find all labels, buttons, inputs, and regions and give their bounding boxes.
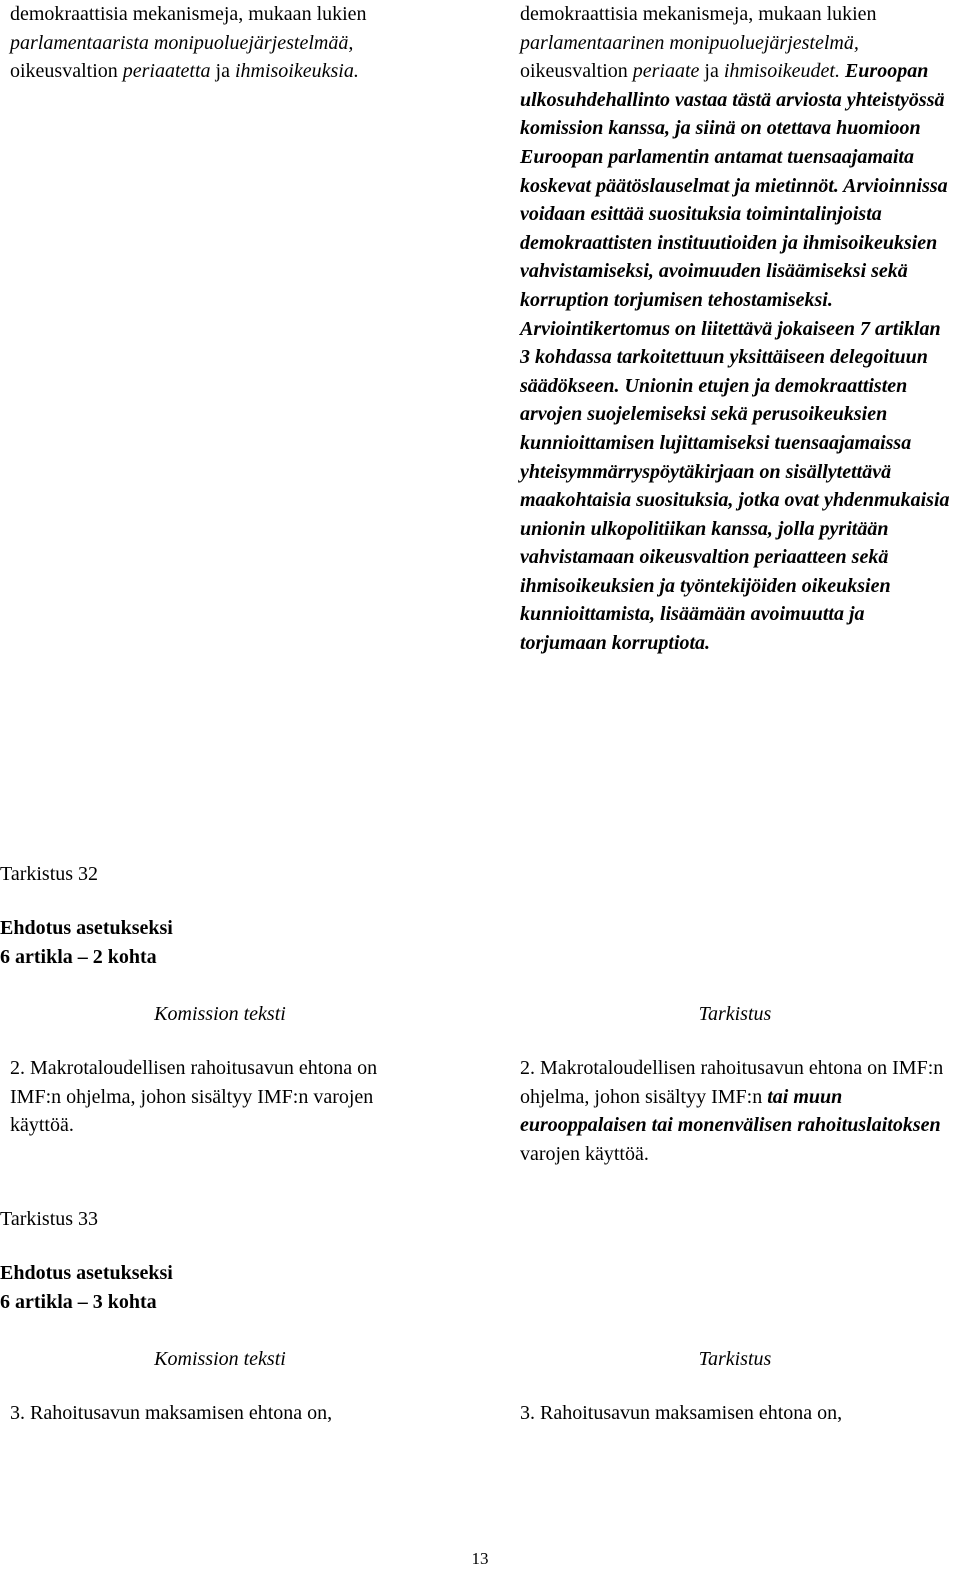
amendment-32-commission-text: [10, 1054, 430, 1140]
amendment-33-commission-text: 3. Rahoitusavun maksamisen ehtona on,: [10, 1402, 333, 1424]
amendment-33-amendment-text: 3. Rahoitusavun maksamisen ehtona on,: [520, 1402, 843, 1424]
amendment-33-article: 6 artikla – 3 kohta: [0, 1291, 157, 1313]
text-run: oikeusvaltion: [520, 60, 633, 83]
page-number: 13: [471, 1549, 489, 1568]
text-run: Euroopan ulkosuhdehallinto vastaa tästä arviosta yhteistyössä komission kanssa, ja siinä on otettava huomioon Euroopan parlamentin antamat tuensaajamaita koskevat päätöslauselmat ja mietinnöt. Arvioinnissa voidaan esittää suosituksia toimintalinjoista demokraattisten instituutioiden ja ihmisoikeuksien vahvistamiseksi, avoimuuden lisäämiseksi sekä korruption torjumisen tehostamiseksi. Arviointikertomus on liitettävä jokaiseen 7 artiklan 3 kohdassa tarkoitettuun yksittäiseen delegoituun säädökseen. Unionin etujen ja demokraattisten arvojen suojelemiseksi sekä perusoikeuksien kunnioittamisen lujittamiseksi tuensaajamaissa yhteisymmärryspöytäkirjaan on sisällytettävä maakohtaisia suosituksia, jotka ovat yhdenmukaisia unionin ulkopolitiikan kanssa, jolla pyritään vahvistamaan oikeusvaltion periaatteen sekä ihmisoikeuksien ja työntekijöiden oikeuksien kunnioittamista, lisäämään avoimuutta ja torjumaan korruptiota.: [520, 60, 950, 655]
text-run: 2. Makrotaloudellisen rahoitusavun ehtona on IMF:n ohjelma, johon sisältyy IMF:n varojen käyttöä.: [10, 1057, 378, 1137]
text-run: ja: [699, 60, 724, 83]
amendment-33-proposal: Ehdotus asetukseksi: [0, 1262, 173, 1284]
text-run: demokraattisia mekanismeja, mukaan lukien: [520, 3, 877, 25]
text-run: ihmisoikeudet.: [723, 60, 840, 83]
amendment-33-commission-heading: Komission teksti: [154, 1348, 286, 1370]
amendment-33-label: Tarkistus 33: [0, 1208, 99, 1230]
text-run: parlamentaarinen monipuoluejärjestelmä,: [520, 31, 859, 54]
amendment-32-article: 6 artikla – 2 kohta: [0, 946, 157, 968]
amendment-32-label: Tarkistus 32: [0, 863, 99, 885]
continuation-left-text: [10, 0, 430, 86]
amendment-32-amendment-heading: Tarkistus: [698, 1003, 772, 1025]
text-run: ihmisoikeuksia.: [234, 60, 359, 83]
amendment-32-amendment-text: [520, 1054, 950, 1168]
text-run: periaatetta: [122, 60, 211, 83]
text-run: periaate: [632, 60, 700, 83]
text-run: parlamentaarista monipuoluejärjestelmää,: [10, 31, 354, 54]
text-run: ja: [210, 60, 235, 83]
amendment-32-commission-heading: Komission teksti: [154, 1003, 286, 1025]
text-run: tai muun eurooppalaisen tai monenvälisen rahoituslaitoksen: [520, 1085, 941, 1137]
text-run: varojen käyttöä.: [520, 1142, 649, 1165]
amendment-33-amendment-heading: Tarkistus: [698, 1348, 772, 1370]
continuation-right-text: [520, 0, 950, 658]
text-run: oikeusvaltion: [10, 60, 123, 83]
text-run: 2. Makrotaloudellisen rahoitusavun ehtona on IMF:n ohjelma, johon sisältyy IMF:n: [520, 1057, 944, 1108]
text-run: demokraattisia mekanismeja, mukaan lukien: [10, 3, 367, 25]
amendment-32-proposal: Ehdotus asetukseksi: [0, 917, 173, 939]
